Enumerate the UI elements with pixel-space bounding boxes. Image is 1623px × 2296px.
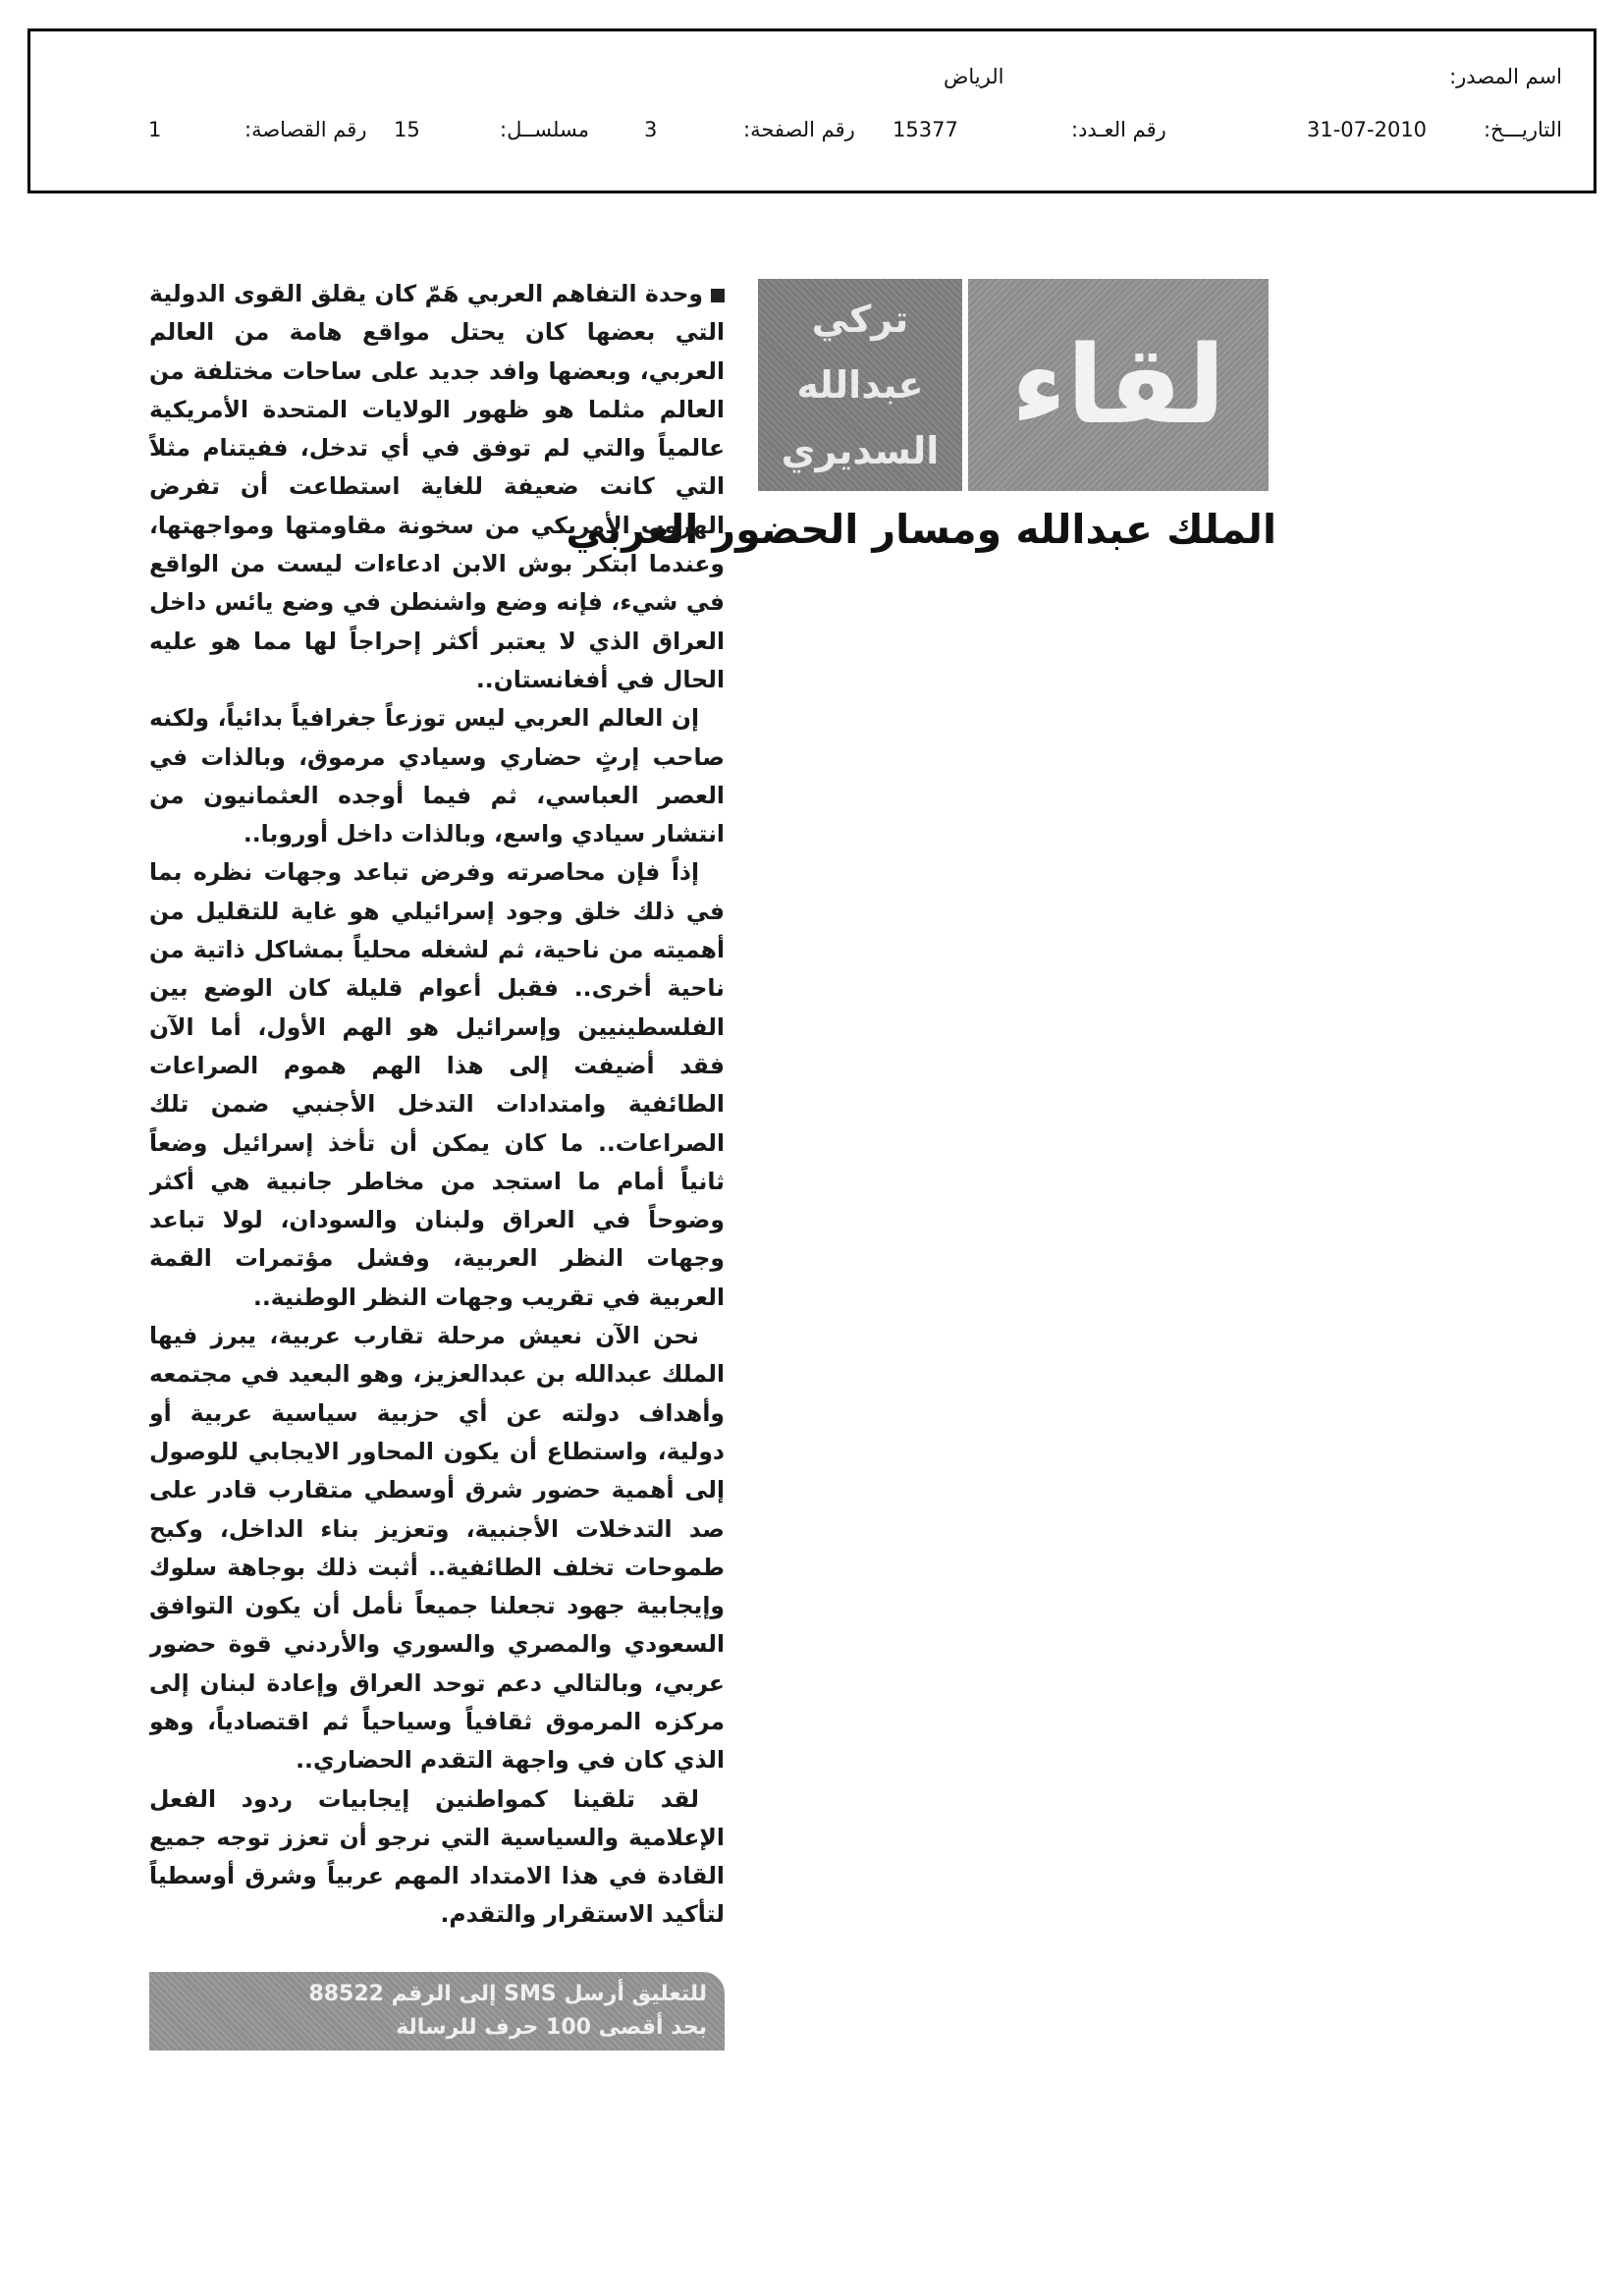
article-paragraph-5: لقد تلقينا كمواطنين إيجابيات ردود الفعل الإعلامية والسياسية التي نرجو أن تعزز توجه جميع القادة في هذا الامتداد المهم عربياً وشرق أوسطياً لتأكيد الاستقرار والتقدم. <box>149 1784 725 1929</box>
page-value: 3 <box>644 118 658 141</box>
bullet-square-icon <box>711 289 725 302</box>
column-logo <box>758 279 1269 491</box>
source-value: الرياض <box>944 65 1004 88</box>
document-header <box>27 28 1596 193</box>
article-body <box>149 275 725 1974</box>
column-title: لقاء <box>1010 322 1225 448</box>
article-headline: الملك عبدالله ومسار الحضور العربي <box>566 506 1276 553</box>
sms-line-2: بحد أقصى 100 حرف للرسالة <box>396 2015 707 2040</box>
page-label: رقم الصفحة: <box>743 118 855 141</box>
serial-label: مسلســل: <box>500 118 589 141</box>
article-paragraph-4: نحن الآن نعيش مرحلة تقارب عربية، يبرز فيها الملك عبدالله بن عبدالعزيز، وهو البعيد في مجتمعه وأهداف دولته عن أي حزبية سياسية عربية أو دولية، واستطاع أن يكون المحاور الايجابي للوصول إلى أهمية حضور شرق أوسطي متقارب قادر على صد التدخلات الأجنبية، وتعزيز بناء الداخل، وكبح طموحات تخلف الطائفية.. أثبت ذلك بوجاهة سلوك وإيجابية جهود تجعلنا جميعاً نأمل أن يكون التوافق السعودي والمصري والسوري والأردني قوة حضور عربي، وبالتالي دعم توحد العراق وإعادة لبنان إلى مركزه المرموق ثقافياً وسياحياً ثم اقتصادياً، وهو الذي كان في واجهة التقدم الحضاري.. <box>149 1322 725 1775</box>
issue-value: 15377 <box>893 118 958 141</box>
author-middle-name: عبدالله <box>796 362 924 407</box>
sms-comment-bar <box>149 1972 725 2050</box>
column-title-plate <box>968 279 1269 491</box>
author-first-name: تركي <box>811 298 909 342</box>
article-paragraph-3: إذاً فإن محاصرته وفرض تباعد وجهات نظره بما في ذلك خلق وجود إسرائيلي هو غاية للتقليل من أهميته من ناحية، ثم لشغله محلياً بمشاكل ذاتية من ناحية أخرى.. فقبل أعوام قليلة كان الوضع بين الفلسطينيين وإسرائيل هو الهم الأول، أما الآن فقد أضيفت إلى هذا الهم هموم الصراعات الطائفية وامتدادات التدخل الأجنبي ضمن تلك الصراعات.. ما كان يمكن أن تأخذ إسرائيل وضعاً ثانياً أمام ما استجد من مخاطر جانبية هي أكثر وضوحاً في العراق ولبنان والسودان، لولا تباعد وجهات النظر العربية، وفشل مؤتمرات القمة العربية في تقريب وجهات النظر الوطنية.. <box>149 858 725 1311</box>
issue-label: رقم العـدد: <box>1071 118 1166 141</box>
article-paragraph-2: إن العالم العربي ليس توزعاً جغرافياً بدائياً، ولكنه صاحب إرثٍ حضاري وسيادي مرموق، وبالذات في العصر العباسي، ثم فيما أوجده العثمانيون من انتشار سيادي واسع، وبالذات داخل أوروبا.. <box>149 704 725 848</box>
serial-value: 15 <box>394 118 420 141</box>
paragraph-text: وحدة التفاهم العربي هَمّ كان يقلق القوى الدولية التي بعضها كان يحتل مواقع هامة من العالم العربي، وبعضها وافد جديد على ساحات مختلفة من العالم مثلما هو ظهور الولايات المتحدة الأمريكية عالمياً والتي لم توفق في أي تدخل، ففيتنام مثلاً التي كانت ضعيفة للغاية استطاعت أن تفرض الهروب الأمريكي من سخونة مقاومتها ومواجهتها، وعندما ابتكر بوش الابن ادعاءات ليست من الواقع في شيء، فإنه وضع واشنطن في وضع يائس داخل العراق الذي لا يعتبر أكثر إحراجاً لها مما هو عليه الحال في أفغانستان.. <box>149 280 725 693</box>
clip-value: 1 <box>148 118 162 141</box>
author-last-name: السديري <box>781 428 940 472</box>
clip-label: رقم القصاصة: <box>244 118 367 141</box>
date-value: 31-07-2010 <box>1307 118 1428 141</box>
date-label: التاريـــخ: <box>1483 118 1562 141</box>
article-paragraph-1 <box>149 275 725 699</box>
sms-line-1: للتعليق أرسل SMS إلى الرقم 88522 <box>308 1982 707 2006</box>
author-plate <box>758 279 962 491</box>
source-label: اسم المصدر: <box>1449 65 1562 88</box>
